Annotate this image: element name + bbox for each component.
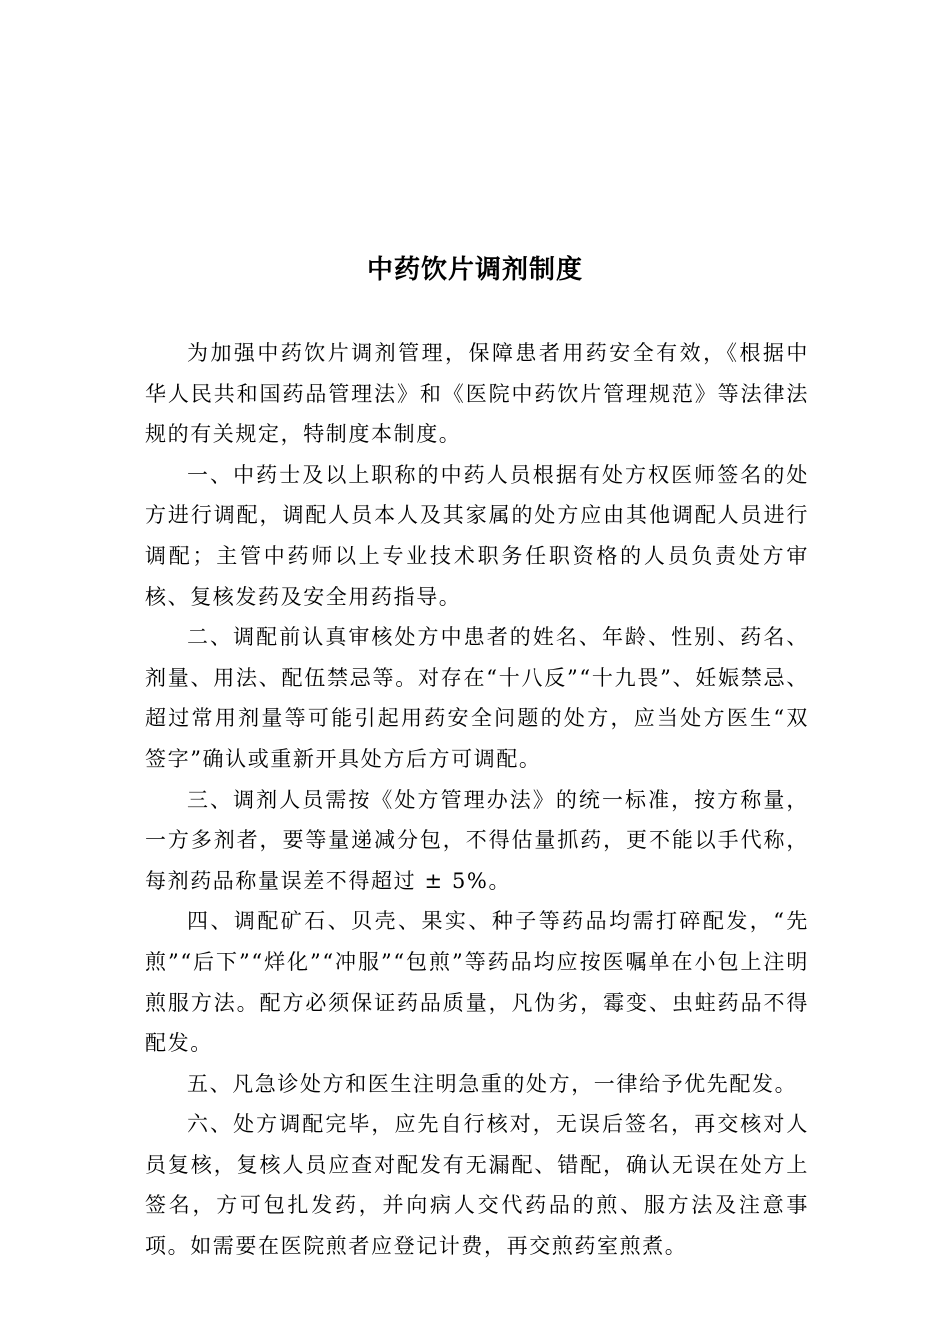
paragraph-2: 二、调配前认真审核处方中患者的姓名、年龄、性别、药名、剂量、用法、配伍禁忌等。对存在“十八反”“十九畏”、妊娠禁忌、超过常用剂量等可能引起用药安全问题的处方，应当处方医生“双签字”确认或重新开具处方后方可调配。 xyxy=(145,625,809,771)
paragraph-4: 四、调配矿石、贝壳、果实、种子等药品均需打碎配发，“先煎”“后下”“烊化”“冲服”“包煎”等药品均应按医嘱单在小包上注明煎服方法。配方必须保证药品质量，凡伪劣，霉变、虫蛀药品不得配发。 xyxy=(145,909,809,1056)
paragraph-6: 六、处方调配完毕，应先自行核对，无误后签名，再交核对人员复核，复核人员应查对配发有无漏配、错配，确认无误在处方上签名，方可包扎发药，并向病人交代药品的煎、服方法及注意事项。如需要在医院煎者应登记计费，再交煎药室煎煮。 xyxy=(145,1112,809,1259)
paragraph-5: 五、凡急诊处方和医生注明急重的处方，一律给予优先配发。 xyxy=(187,1071,798,1096)
paragraph-1: 一、中药士及以上职称的中药人员根据有处方权医师签名的处方进行调配，调配人员本人及其家属的处方应由其他调配人员进行调配；主管中药师以上专业技术职务任职资格的人员负责处方审核、复核发药及安全用药指导。 xyxy=(145,462,809,609)
document-body xyxy=(145,333,809,1267)
paragraph-intro: 为加强中药饮片调剂管理，保障患者用药安全有效，《根据中华人民共和国药品管理法》和《医院中药饮片管理规范》等法律法规的有关规定，特制度本制度。 xyxy=(145,341,809,447)
document-title: 中药饮片调剂制度 xyxy=(366,255,583,285)
paragraph-3: 三、调剂人员需按《处方管理办法》的统一标准，按方称量，一方多剂者，要等量递减分包，不得估量抓药，更不能以手代称，每剂药品称量误差不得超过 ± 5%。 xyxy=(145,787,809,893)
